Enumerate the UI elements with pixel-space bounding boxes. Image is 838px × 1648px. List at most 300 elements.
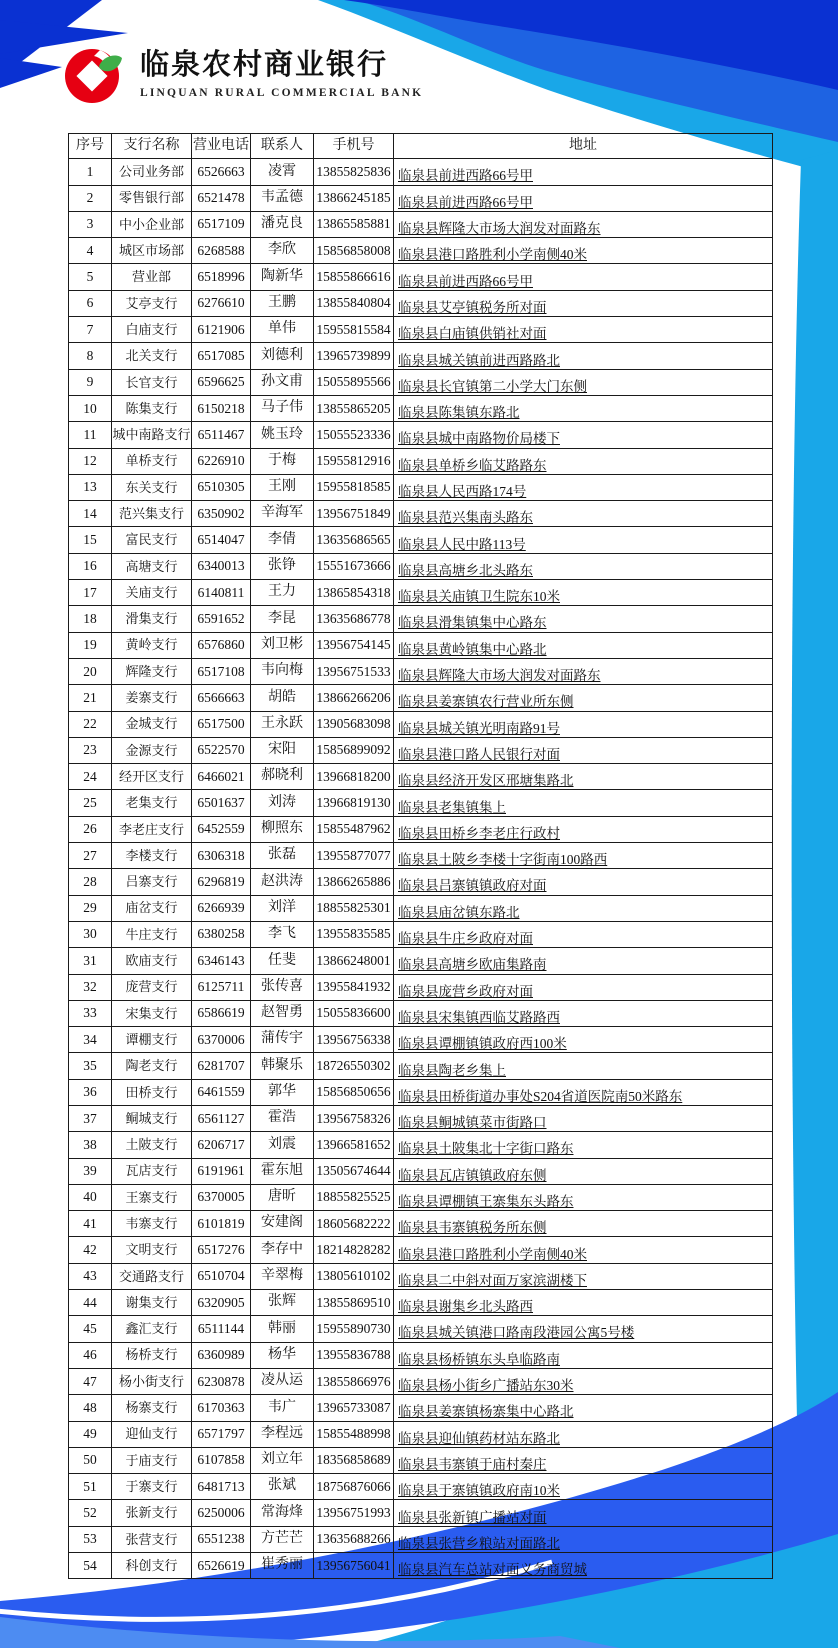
cell-office-phone: 6561127 <box>192 1105 251 1131</box>
cell-no: 5 <box>69 264 112 290</box>
cell-branch-name: 杨寨支行 <box>112 1395 192 1421</box>
cell-mobile: 13866245185 <box>314 185 394 211</box>
cell-contact: 李昆 <box>251 606 314 632</box>
cell-address: 临泉县前进西路66号甲 <box>394 159 773 185</box>
cell-branch-name: 韦寨支行 <box>112 1211 192 1237</box>
cell-contact: 李飞 <box>251 921 314 947</box>
cell-no: 37 <box>69 1105 112 1131</box>
cell-address: 临泉县谢集乡北头路西 <box>394 1290 773 1316</box>
table-row <box>69 1316 773 1342</box>
table-row <box>69 1368 773 1394</box>
cell-contact: 潘克良 <box>251 211 314 237</box>
cell-contact: 崔秀丽 <box>251 1553 314 1579</box>
cell-no: 34 <box>69 1027 112 1053</box>
cell-branch-name: 范兴集支行 <box>112 501 192 527</box>
bank-logo-icon <box>62 42 126 106</box>
cell-no: 41 <box>69 1211 112 1237</box>
cell-address: 临泉县迎仙镇药材站东路北 <box>394 1421 773 1447</box>
table-row <box>69 527 773 553</box>
cell-branch-name: 欧庙支行 <box>112 948 192 974</box>
bank-title: 临泉农村商业银行 <box>140 49 389 82</box>
cell-mobile: 15551673666 <box>314 553 394 579</box>
cell-no: 30 <box>69 921 112 947</box>
cell-office-phone: 6511467 <box>192 422 251 448</box>
cell-contact: 宋阳 <box>251 737 314 763</box>
cell-branch-name: 滑集支行 <box>112 606 192 632</box>
cell-branch-name: 田桥支行 <box>112 1079 192 1105</box>
table-row <box>69 1526 773 1552</box>
cell-address: 临泉县关庙镇卫生院东10米 <box>394 580 773 606</box>
cell-mobile: 13956751849 <box>314 501 394 527</box>
cell-no: 10 <box>69 395 112 421</box>
cell-contact: 韦广 <box>251 1395 314 1421</box>
cell-contact: 陶新华 <box>251 264 314 290</box>
cell-address: 临泉县经济开发区邢塘集路北 <box>394 764 773 790</box>
cell-contact: 孙文甫 <box>251 369 314 395</box>
cell-office-phone: 6206717 <box>192 1132 251 1158</box>
cell-branch-name: 科创支行 <box>112 1553 192 1579</box>
cell-mobile: 15855488998 <box>314 1421 394 1447</box>
cell-address: 临泉县土陂乡李楼十字街南100路西 <box>394 843 773 869</box>
cell-address: 临泉县滑集镇集中心路东 <box>394 606 773 632</box>
cell-office-phone: 6466021 <box>192 764 251 790</box>
table-header-row <box>69 134 773 159</box>
cell-contact: 柳照东 <box>251 816 314 842</box>
branch-table-wrap <box>68 133 773 1579</box>
cell-branch-name: 金城支行 <box>112 711 192 737</box>
cell-contact: 张辉 <box>251 1290 314 1316</box>
cell-no: 39 <box>69 1158 112 1184</box>
table-row <box>69 317 773 343</box>
cell-no: 49 <box>69 1421 112 1447</box>
cell-address: 临泉县姜寨镇杨寨集中心路北 <box>394 1395 773 1421</box>
cell-address: 临泉县吕寨镇镇政府对面 <box>394 869 773 895</box>
cell-contact: 赵智勇 <box>251 1000 314 1026</box>
cell-contact: 安建阁 <box>251 1211 314 1237</box>
table-row <box>69 1553 773 1579</box>
cell-address: 临泉县长官镇第二小学大门东侧 <box>394 369 773 395</box>
table-row <box>69 816 773 842</box>
cell-office-phone: 6230878 <box>192 1368 251 1394</box>
cell-office-phone: 6370006 <box>192 1027 251 1053</box>
table-row <box>69 1290 773 1316</box>
cell-no: 20 <box>69 658 112 684</box>
cell-contact: 王鹏 <box>251 290 314 316</box>
cell-branch-name: 单桥支行 <box>112 448 192 474</box>
cell-mobile: 13866265886 <box>314 869 394 895</box>
cell-address: 临泉县城关镇前进西路路北 <box>394 343 773 369</box>
table-row <box>69 1184 773 1210</box>
cell-address: 临泉县高塘乡北头路东 <box>394 553 773 579</box>
cell-office-phone: 6517108 <box>192 658 251 684</box>
cell-office-phone: 6306318 <box>192 843 251 869</box>
cell-contact: 凌霄 <box>251 159 314 185</box>
table-row <box>69 474 773 500</box>
cell-contact: 刘立年 <box>251 1447 314 1473</box>
table-row <box>69 895 773 921</box>
cell-mobile: 18855825301 <box>314 895 394 921</box>
table-row <box>69 553 773 579</box>
cell-office-phone: 6296819 <box>192 869 251 895</box>
cell-mobile: 18356858689 <box>314 1447 394 1473</box>
cell-address: 临泉县高塘乡欧庙集路南 <box>394 948 773 974</box>
cell-address: 临泉县辉隆大市场大润发对面路东 <box>394 658 773 684</box>
cell-branch-name: 张新支行 <box>112 1500 192 1526</box>
cell-branch-name: 谭棚支行 <box>112 1027 192 1053</box>
cell-contact: 胡皓 <box>251 685 314 711</box>
cell-address: 临泉县黄岭镇集中心路北 <box>394 632 773 658</box>
cell-branch-name: 于寨支行 <box>112 1474 192 1500</box>
cell-address: 临泉县韦寨镇税务所东侧 <box>394 1211 773 1237</box>
col-header-mobile: 手机号 <box>314 134 394 159</box>
cell-no: 35 <box>69 1053 112 1079</box>
cell-mobile: 13955877077 <box>314 843 394 869</box>
cell-mobile: 13956756041 <box>314 1553 394 1579</box>
cell-address: 临泉县于寨镇镇政府南10米 <box>394 1474 773 1500</box>
cell-office-phone: 6346143 <box>192 948 251 974</box>
table-row <box>69 290 773 316</box>
cell-no: 36 <box>69 1079 112 1105</box>
cell-contact: 任斐 <box>251 948 314 974</box>
table-row <box>69 685 773 711</box>
cell-contact: 辛翠梅 <box>251 1263 314 1289</box>
cell-contact: 郝晓利 <box>251 764 314 790</box>
cell-address: 临泉县牛庄乡政府对面 <box>394 921 773 947</box>
cell-address: 临泉县陶老乡集上 <box>394 1053 773 1079</box>
cell-branch-name: 金源支行 <box>112 737 192 763</box>
cell-address: 临泉县张营乡粮站对面路北 <box>394 1526 773 1552</box>
cell-no: 13 <box>69 474 112 500</box>
cell-address: 临泉县杨小街乡广播站东30米 <box>394 1368 773 1394</box>
table-row <box>69 1237 773 1263</box>
cell-mobile: 15856850656 <box>314 1079 394 1105</box>
cell-no: 48 <box>69 1395 112 1421</box>
cell-address: 临泉县张新镇广播站对面 <box>394 1500 773 1526</box>
cell-no: 43 <box>69 1263 112 1289</box>
cell-office-phone: 6522570 <box>192 737 251 763</box>
table-row <box>69 737 773 763</box>
cell-mobile: 18756876066 <box>314 1474 394 1500</box>
corner-wedge-dark-3 <box>0 58 62 88</box>
cell-mobile: 13965739899 <box>314 343 394 369</box>
cell-mobile: 13866266206 <box>314 685 394 711</box>
cell-contact: 韦向梅 <box>251 658 314 684</box>
cell-branch-name: 文明支行 <box>112 1237 192 1263</box>
cell-branch-name: 白庙支行 <box>112 317 192 343</box>
table-row <box>69 1447 773 1473</box>
cell-branch-name: 公司业务部 <box>112 159 192 185</box>
cell-branch-name: 中小企业部 <box>112 211 192 237</box>
cell-no: 14 <box>69 501 112 527</box>
cell-mobile: 15856858008 <box>314 238 394 264</box>
cell-contact: 韩聚乐 <box>251 1053 314 1079</box>
cell-contact: 刘震 <box>251 1132 314 1158</box>
cell-mobile: 18855825525 <box>314 1184 394 1210</box>
cell-address: 临泉县庙岔镇东路北 <box>394 895 773 921</box>
cell-office-phone: 6526619 <box>192 1553 251 1579</box>
cell-address: 临泉县谭棚镇王寨集东头路东 <box>394 1184 773 1210</box>
cell-no: 32 <box>69 974 112 1000</box>
cell-branch-name: 谢集支行 <box>112 1290 192 1316</box>
cell-office-phone: 6281707 <box>192 1053 251 1079</box>
cell-no: 24 <box>69 764 112 790</box>
cell-address: 临泉县人民中路113号 <box>394 527 773 553</box>
cell-contact: 霍东旭 <box>251 1158 314 1184</box>
cell-branch-name: 迎仙支行 <box>112 1421 192 1447</box>
cell-no: 6 <box>69 290 112 316</box>
cell-no: 50 <box>69 1447 112 1473</box>
cell-office-phone: 6571797 <box>192 1421 251 1447</box>
cell-branch-name: 牛庄支行 <box>112 921 192 947</box>
cell-contact: 韦孟德 <box>251 185 314 211</box>
cell-mobile: 18214828282 <box>314 1237 394 1263</box>
cell-address: 临泉县杨桥镇东头阜临路南 <box>394 1342 773 1368</box>
col-header-branch-name: 支行名称 <box>112 134 192 159</box>
cell-no: 22 <box>69 711 112 737</box>
cell-mobile: 13635688266 <box>314 1526 394 1552</box>
cell-address: 临泉县城关镇光明南路91号 <box>394 711 773 737</box>
cell-contact: 王力 <box>251 580 314 606</box>
table-row <box>69 580 773 606</box>
cell-contact: 韩丽 <box>251 1316 314 1342</box>
cell-no: 18 <box>69 606 112 632</box>
cell-office-phone: 6517500 <box>192 711 251 737</box>
table-row <box>69 185 773 211</box>
col-header-office-phone: 营业电话 <box>192 134 251 159</box>
table-row <box>69 1079 773 1105</box>
cell-branch-name: 王寨支行 <box>112 1184 192 1210</box>
cell-branch-name: 营业部 <box>112 264 192 290</box>
cell-branch-name: 北关支行 <box>112 343 192 369</box>
cell-no: 31 <box>69 948 112 974</box>
cell-mobile: 13635686778 <box>314 606 394 632</box>
cell-mobile: 13865585881 <box>314 211 394 237</box>
cell-address: 临泉县宋集镇西临艾路路西 <box>394 1000 773 1026</box>
cell-office-phone: 6320905 <box>192 1290 251 1316</box>
cell-contact: 刘卫彬 <box>251 632 314 658</box>
cell-contact: 马子伟 <box>251 395 314 421</box>
cell-office-phone: 6481713 <box>192 1474 251 1500</box>
cell-office-phone: 6121906 <box>192 317 251 343</box>
cell-office-phone: 6101819 <box>192 1211 251 1237</box>
col-header-no: 序号 <box>69 134 112 159</box>
cell-mobile: 15955818585 <box>314 474 394 500</box>
cell-office-phone: 6566663 <box>192 685 251 711</box>
cell-branch-name: 陈集支行 <box>112 395 192 421</box>
right-cyan-strip <box>792 150 838 1470</box>
cell-branch-name: 瓦店支行 <box>112 1158 192 1184</box>
cell-no: 51 <box>69 1474 112 1500</box>
bank-subtitle-en: LINQUAN RURAL COMMERCIAL BANK <box>140 86 424 99</box>
cell-branch-name: 庙岔支行 <box>112 895 192 921</box>
cell-mobile: 13956754145 <box>314 632 394 658</box>
cell-mobile: 18726550302 <box>314 1053 394 1079</box>
table-row <box>69 1000 773 1026</box>
cell-office-phone: 6521478 <box>192 185 251 211</box>
cell-address: 临泉县港口路胜利小学南侧40米 <box>394 1237 773 1263</box>
table-row <box>69 974 773 1000</box>
table-row <box>69 658 773 684</box>
cell-no: 53 <box>69 1526 112 1552</box>
cell-no: 44 <box>69 1290 112 1316</box>
cell-address: 临泉县前进西路66号甲 <box>394 264 773 290</box>
cell-no: 3 <box>69 211 112 237</box>
cell-branch-name: 庞营支行 <box>112 974 192 1000</box>
cell-no: 47 <box>69 1368 112 1394</box>
cell-no: 54 <box>69 1553 112 1579</box>
cell-branch-name: 关庙支行 <box>112 580 192 606</box>
cell-mobile: 13866248001 <box>314 948 394 974</box>
cell-office-phone: 6380258 <box>192 921 251 947</box>
cell-office-phone: 6140811 <box>192 580 251 606</box>
table-row <box>69 606 773 632</box>
cell-address: 临泉县人民西路174号 <box>394 474 773 500</box>
branch-table-body <box>69 159 773 1579</box>
cell-office-phone: 6511144 <box>192 1316 251 1342</box>
cell-mobile: 13966818200 <box>314 764 394 790</box>
brand-header <box>62 42 423 106</box>
cell-mobile: 13956751533 <box>314 658 394 684</box>
cell-mobile: 15055836600 <box>314 1000 394 1026</box>
cell-office-phone: 6191961 <box>192 1158 251 1184</box>
cell-branch-name: 吕寨支行 <box>112 869 192 895</box>
cell-office-phone: 6452559 <box>192 816 251 842</box>
table-row <box>69 264 773 290</box>
cell-address: 临泉县陈集镇东路北 <box>394 395 773 421</box>
cell-address: 临泉县前进西路66号甲 <box>394 185 773 211</box>
cell-branch-name: 城区市场部 <box>112 238 192 264</box>
cell-office-phone: 6125711 <box>192 974 251 1000</box>
cell-no: 4 <box>69 238 112 264</box>
table-row <box>69 1421 773 1447</box>
cell-branch-name: 高塘支行 <box>112 553 192 579</box>
cell-office-phone: 6526663 <box>192 159 251 185</box>
cell-contact: 李倩 <box>251 527 314 553</box>
cell-office-phone: 6370005 <box>192 1184 251 1210</box>
table-row <box>69 1342 773 1368</box>
cell-mobile: 13956751993 <box>314 1500 394 1526</box>
cell-address: 临泉县范兴集南头路东 <box>394 501 773 527</box>
cell-contact: 张磊 <box>251 843 314 869</box>
cell-address: 临泉县庞营乡政府对面 <box>394 974 773 1000</box>
col-header-address: 地址 <box>394 134 773 159</box>
table-row <box>69 711 773 737</box>
cell-mobile: 15955890730 <box>314 1316 394 1342</box>
cell-office-phone: 6268588 <box>192 238 251 264</box>
cell-mobile: 13965733087 <box>314 1395 394 1421</box>
cell-no: 1 <box>69 159 112 185</box>
cell-branch-name: 土陂支行 <box>112 1132 192 1158</box>
cell-no: 8 <box>69 343 112 369</box>
cell-contact: 张斌 <box>251 1474 314 1500</box>
table-row <box>69 632 773 658</box>
cell-no: 38 <box>69 1132 112 1158</box>
cell-mobile: 18605682222 <box>314 1211 394 1237</box>
cell-mobile: 15855866616 <box>314 264 394 290</box>
table-row <box>69 1027 773 1053</box>
cell-mobile: 13635686565 <box>314 527 394 553</box>
cell-office-phone: 6591652 <box>192 606 251 632</box>
cell-mobile: 15955815584 <box>314 317 394 343</box>
cell-branch-name: 辉隆支行 <box>112 658 192 684</box>
cell-contact: 单伟 <box>251 317 314 343</box>
table-row <box>69 1263 773 1289</box>
cell-mobile: 13805610102 <box>314 1263 394 1289</box>
table-row <box>69 1500 773 1526</box>
cell-no: 19 <box>69 632 112 658</box>
table-row <box>69 1158 773 1184</box>
table-row <box>69 1053 773 1079</box>
table-row <box>69 948 773 974</box>
cell-no: 12 <box>69 448 112 474</box>
cell-mobile: 15955812916 <box>314 448 394 474</box>
cell-address: 临泉县谭棚镇镇政府西100米 <box>394 1027 773 1053</box>
cell-mobile: 13966819130 <box>314 790 394 816</box>
cell-mobile: 15856899092 <box>314 737 394 763</box>
table-row <box>69 422 773 448</box>
cell-office-phone: 6276610 <box>192 290 251 316</box>
table-row <box>69 764 773 790</box>
cell-contact: 李欣 <box>251 238 314 264</box>
cell-no: 29 <box>69 895 112 921</box>
cell-address: 临泉县二中斜对面万家滨湖楼下 <box>394 1263 773 1289</box>
cell-no: 26 <box>69 816 112 842</box>
cell-address: 临泉县韦寨镇于庙村秦庄 <box>394 1447 773 1473</box>
cell-address: 临泉县城中南路物价局楼下 <box>394 422 773 448</box>
cell-office-phone: 6266939 <box>192 895 251 921</box>
cell-mobile: 13955835585 <box>314 921 394 947</box>
cell-branch-name: 零售银行部 <box>112 185 192 211</box>
table-row <box>69 501 773 527</box>
cell-no: 27 <box>69 843 112 869</box>
cell-address: 临泉县城关镇港口路南段港园公寓5号楼 <box>394 1316 773 1342</box>
cell-branch-name: 于庙支行 <box>112 1447 192 1473</box>
cell-address: 临泉县汽车总站对面义务商贸城 <box>394 1553 773 1579</box>
cell-branch-name: 城中南路支行 <box>112 422 192 448</box>
cell-mobile: 13855840804 <box>314 290 394 316</box>
cell-contact: 凌从运 <box>251 1368 314 1394</box>
cell-mobile: 13905683098 <box>314 711 394 737</box>
cell-mobile: 13966581652 <box>314 1132 394 1158</box>
cell-office-phone: 6586619 <box>192 1000 251 1026</box>
cell-address: 临泉县田桥街道办事处S204省道医院南50米路东 <box>394 1079 773 1105</box>
cell-mobile: 13855866976 <box>314 1368 394 1394</box>
cell-office-phone: 6510305 <box>192 474 251 500</box>
cell-no: 2 <box>69 185 112 211</box>
cell-no: 15 <box>69 527 112 553</box>
cell-address: 临泉县艾亭镇税务所对面 <box>394 290 773 316</box>
cell-branch-name: 张营支行 <box>112 1526 192 1552</box>
cell-office-phone: 6596625 <box>192 369 251 395</box>
table-row <box>69 448 773 474</box>
cell-no: 23 <box>69 737 112 763</box>
cell-address: 临泉县单桥乡临艾路路东 <box>394 448 773 474</box>
cell-branch-name: 鑫汇支行 <box>112 1316 192 1342</box>
cell-branch-name: 东关支行 <box>112 474 192 500</box>
cell-mobile: 13865854318 <box>314 580 394 606</box>
cell-branch-name: 艾亭支行 <box>112 290 192 316</box>
cell-mobile: 15055895566 <box>314 369 394 395</box>
cell-address: 临泉县老集镇集上 <box>394 790 773 816</box>
cell-no: 28 <box>69 869 112 895</box>
cell-branch-name: 宋集支行 <box>112 1000 192 1026</box>
col-header-contact: 联系人 <box>251 134 314 159</box>
cell-contact: 张铮 <box>251 553 314 579</box>
cell-contact: 王刚 <box>251 474 314 500</box>
cell-office-phone: 6510704 <box>192 1263 251 1289</box>
cell-address: 临泉县辉隆大市场大润发对面路东 <box>394 211 773 237</box>
cell-contact: 辛海军 <box>251 501 314 527</box>
